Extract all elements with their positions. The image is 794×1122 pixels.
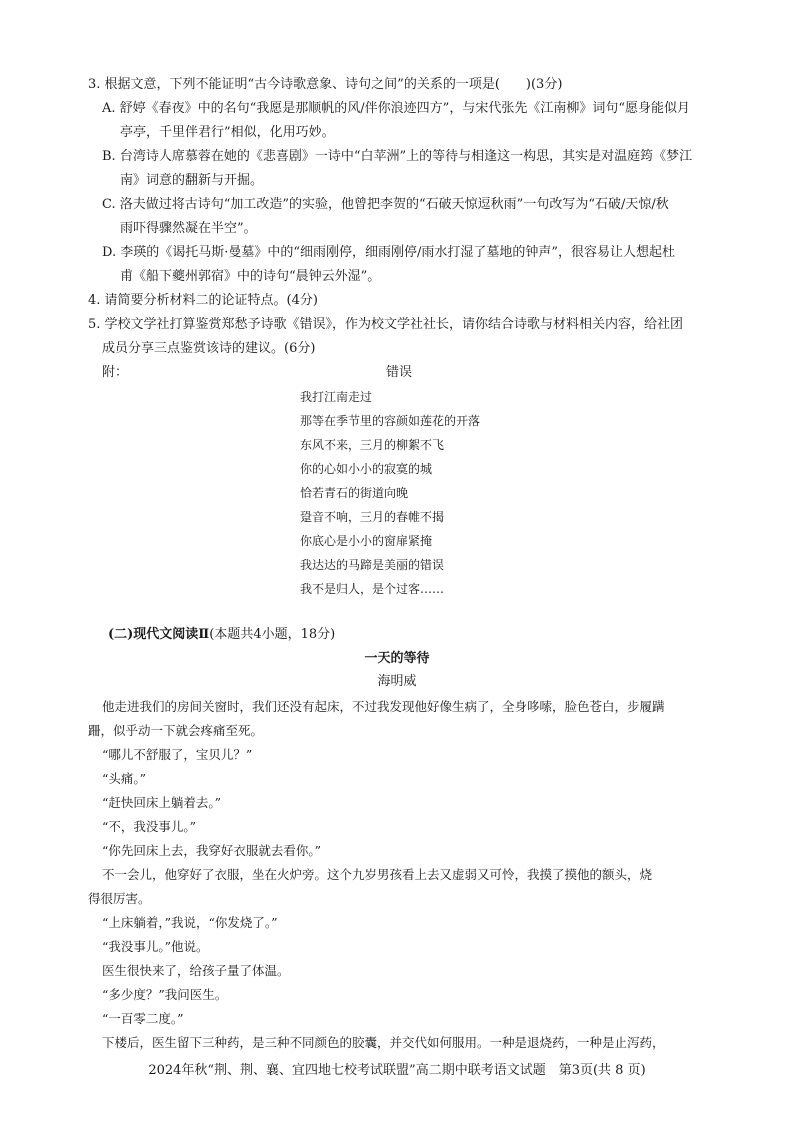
section-heading: (二)现代文阅读Ⅱ xyxy=(108,627,210,642)
poem-line: 我打江南走过 xyxy=(300,390,373,404)
poem-line: 东风不来，三月的柳絮不飞 xyxy=(300,438,445,452)
section-heading-row xyxy=(108,626,335,644)
story-paragraph: “上床躺着，”我说，“你发烧了。” xyxy=(102,915,278,930)
appendix-label: 附： xyxy=(102,365,129,380)
question-4: 4. 请简要分析材料二的论证特点。(4分) xyxy=(88,293,318,308)
option-c-line-2: 雨吓得骤然凝在半空”。 xyxy=(120,221,257,236)
poem-line: 我达达的马蹄是美丽的错误 xyxy=(300,558,445,572)
story-paragraph: “一百零二度。” xyxy=(102,1011,184,1026)
story-paragraph: “我没事儿。”他说。 xyxy=(102,939,209,954)
poem-line: 你的心如小小的寂寞的城 xyxy=(300,462,433,476)
page-footer: 2024年秋“荆、荆、襄、宜四地七校考试联盟”高二期中联考语文试题 第3页(共 8 页) xyxy=(148,1063,646,1078)
question-5-line-2: 成员分享三点鉴赏该诗的建议。(6分) xyxy=(102,341,316,356)
poem-line: 那等在季节里的容颜如莲花的开落 xyxy=(300,414,481,428)
poem-line: 跫音不响，三月的春帷不揭 xyxy=(300,510,445,524)
story-paragraph: 跚，似乎动一下就会疼痛至死。 xyxy=(88,723,264,738)
story-paragraph: 医生很快来了，给孩子量了体温。 xyxy=(102,963,290,978)
option-c-line-1: C. 洛夫做过将古诗句“加工改造”的实验，他曾把李贺的“石破天惊逗秋雨”一句改写为“石破/天惊/秋 xyxy=(102,197,669,212)
option-b-line-1: B. 台湾诗人席慕蓉在她的《悲喜剧》一诗中“白苹洲”上的等待与相逢这一构思，其实是对温庭筠《梦江 xyxy=(102,149,693,164)
story-paragraph: 下楼后，医生留下三种药，是三种不同颜色的胶囊，并交代如何服用。一种是退烧药，一种是止泻药， xyxy=(102,1035,665,1050)
question-3-stem: 3. 根据文意，下列不能证明“古今诗歌意象、诗句之间”的关系的一项是( )(3分) xyxy=(88,77,563,92)
story-paragraph: “赶快回床上躺着去。” xyxy=(102,795,222,810)
story-paragraph: “不，我没事儿。” xyxy=(102,819,197,834)
story-paragraph: “多少度？”我问医生。 xyxy=(102,987,228,1002)
question-5-line-1: 5. 学校文学社打算鉴赏郑愁予诗歌《错误》，作为校文学社社长，请你结合诗歌与材料相关内容，给社团 xyxy=(88,317,684,332)
poem-line: 恰若青石的街道向晚 xyxy=(300,486,409,500)
story-paragraph: “哪儿不舒服了，宝贝儿？” xyxy=(102,747,253,762)
story-paragraph: “头痛。” xyxy=(102,771,147,786)
story-paragraph: 得很厉害。 xyxy=(88,891,151,906)
story-title: 一天的等待 xyxy=(364,651,430,666)
option-d-line-2: 甫《船下夔州郭宿》中的诗句“晨钟云外湿”。 xyxy=(120,269,381,284)
poem-line: 我不是归人，是个过客…… xyxy=(300,582,445,596)
option-d-line-1: D. 李瑛的《谒托马斯·曼墓》中的“细雨刚停，细雨刚停/雨水打湿了墓地的钟声”，很容易让人想起杜 xyxy=(102,245,676,260)
story-author: 海明威 xyxy=(377,674,417,689)
option-a-line-1: A. 舒婷《春夜》中的名句“我愿是那顺帆的风/伴你浪迹四方”，与宋代张先《江南柳》词句“愿身能似月 xyxy=(102,101,690,116)
option-a-line-2: 亭亭，千里伴君行”相似，化用巧妙。 xyxy=(120,125,335,140)
poem-title: 错误 xyxy=(386,365,413,380)
story-paragraph: 他走进我们的房间关窗时，我们还没有起床，不过我发现他好像生病了，全身哆嗦，脸色苍白，步履蹒 xyxy=(102,699,665,714)
option-b-line-2: 南》词意的翻新与开掘。 xyxy=(120,173,264,188)
story-paragraph: “你先回床上去，我穿好衣服就去看你。” xyxy=(102,843,322,858)
story-paragraph: 不一会儿，他穿好了衣服，坐在火炉旁。这个九岁男孩看上去又虚弱又可怜，我摸了摸他的额头，烧 xyxy=(102,867,653,882)
poem-line: 你底心是小小的窗扉紧掩 xyxy=(300,534,433,548)
section-note: (本题共4小题，18分) xyxy=(209,627,336,642)
